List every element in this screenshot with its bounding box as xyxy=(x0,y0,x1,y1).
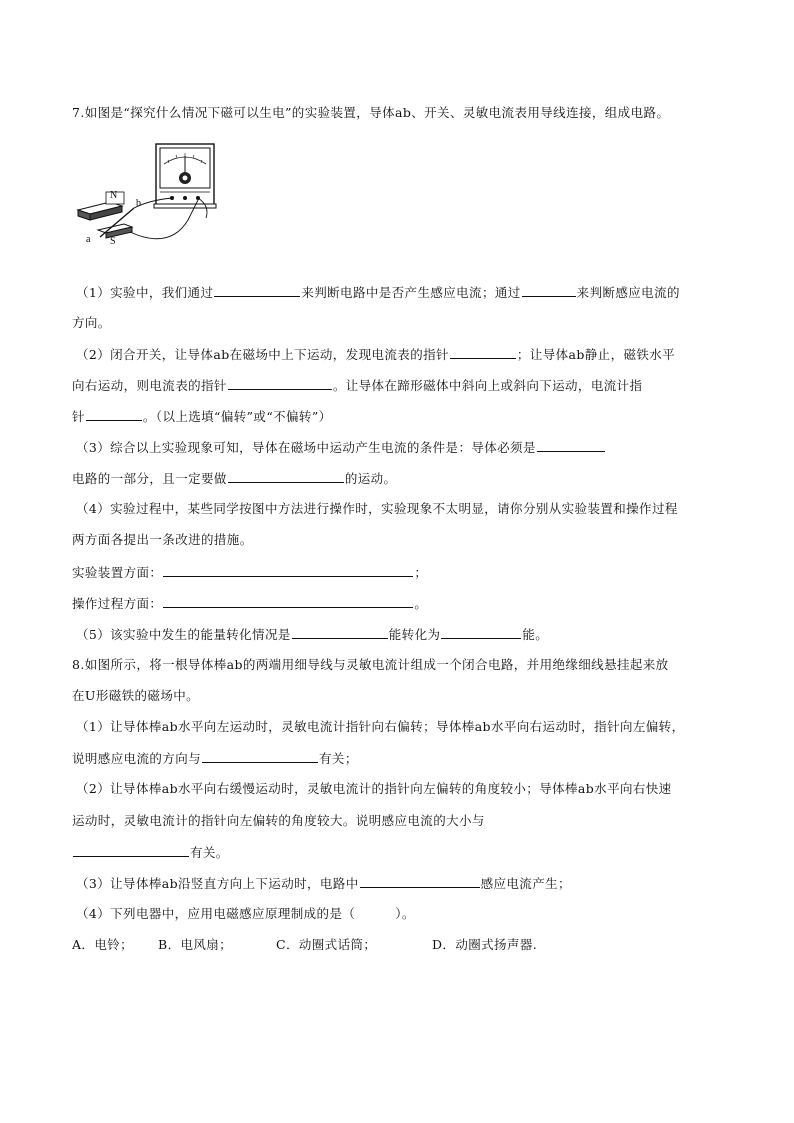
q7-part3-line1: （3）综合以上实验现象可知，导体在磁场中运动产生电流的条件是：导体必须是 xyxy=(76,438,736,457)
answer-blank-8-1[interactable] xyxy=(202,749,318,763)
answer-blank-4-2[interactable] xyxy=(163,594,413,608)
q7-part5: （5）该实验中发生的能量转化情况是 能转化为 能。 xyxy=(76,627,549,642)
q8-part4: （4）下列电器中，应用电磁感应原理制成的是（ ）。 xyxy=(76,906,415,921)
option-c[interactable]: C．动圈式话筒； xyxy=(276,937,377,952)
q8-part2-line1: （2）让导体棒ab水平向右缓慢运动时，灵敏电流计的指针向左偏转的角度较小；导体棒ab水平向右快速 xyxy=(76,781,672,796)
q8-part2-line3: 有关。 xyxy=(72,843,732,862)
answer-blank-8-2[interactable] xyxy=(73,843,189,857)
q7-part2-line1: （2）闭合开关，让导体ab在磁场中上下运动，发现电流表的指针 ；让导体ab静止，磁铁水平 xyxy=(76,347,676,362)
answer-blank-2-2[interactable] xyxy=(228,376,332,390)
conductor-a-label: a xyxy=(86,234,91,245)
q8-part1-line1: （1）让导体棒ab水平向左运动时，灵敏电流计指针向右偏转；导体棒ab水平向右运动时，指针向左偏转， xyxy=(76,719,685,734)
q8-part1-line2: 说明感应电流的方向与 有关； xyxy=(72,751,358,766)
q7-part4-line2: 两方面各提出一条改进的措施。 xyxy=(72,532,253,547)
answer-blank-2-3[interactable] xyxy=(86,407,142,421)
q7-stem: 7.如图是“探究什么情况下磁可以生电”的实验装置，导体ab、开关、灵敏电流表用导线连接，组成电路。 xyxy=(72,105,670,120)
answer-blank-1-1[interactable] xyxy=(214,283,300,297)
answer-blank-3-2[interactable] xyxy=(228,469,344,483)
option-d[interactable]: D．动圈式扬声器. xyxy=(432,937,538,952)
answer-blank-2-1[interactable] xyxy=(450,345,516,359)
q8-stem-line1: 8.如图所示，将一根导体棒ab的两端用细导线与灵敏电流计组成一个闭合电路，并用绝缘细线悬挂起来放 xyxy=(72,657,669,672)
q7-part4-apparatus: 实验装置方面： ； xyxy=(72,565,428,580)
q7-part1-line1: （1）实验中，我们通过 来判断电路中是否产生感应电流；通过 来判断感应电流的 xyxy=(76,285,680,300)
answer-blank-5-2[interactable] xyxy=(441,625,521,639)
answer-blank-5-1[interactable] xyxy=(292,625,388,639)
option-a[interactable]: A．电铃； xyxy=(72,937,134,952)
q7-part1-line2: 方向。 xyxy=(72,315,111,330)
q8-part2-line2: 运动时，灵敏电流计的指针向左偏转的角度较大。说明感应电流的大小与 xyxy=(72,813,485,828)
experiment-apparatus-figure xyxy=(70,140,230,248)
answer-blank-1-2[interactable] xyxy=(522,283,576,297)
conductor-b-label: b xyxy=(136,198,141,209)
q8-part3: （3）让导体棒ab沿竖直方向上下运动时，电路中 感应电流产生； xyxy=(76,876,571,891)
q7-part4-line1: （4）实验过程中，某些同学按图中方法进行操作时，实验现象不太明显，请你分别从实验装置和操作过程 xyxy=(76,501,678,516)
answer-blank-3-1[interactable] xyxy=(537,438,605,452)
q7-part4-operation: 操作过程方面： 。 xyxy=(72,596,428,611)
q7-part3-line2: 电路的一部分，且一定要做 的运动。 xyxy=(72,471,397,486)
q8-stem-line2: 在U形磁铁的磁场中。 xyxy=(72,688,200,703)
answer-blank-4-1[interactable] xyxy=(163,563,413,577)
q7-part2-line2: 向右运动，则电流表的指针 。让导体在蹄形磁体中斜向上或斜向下运动，电流计指 xyxy=(72,378,643,393)
q7-part2-line3: 针 。（以上选填“偏转”或“不偏转”） xyxy=(72,409,332,424)
option-b[interactable]: B．电风扇； xyxy=(158,937,233,952)
q8-options xyxy=(72,936,732,954)
magnet-n-label: N xyxy=(110,190,118,201)
magnet-s-label: S xyxy=(110,236,116,247)
answer-blank-8-3[interactable] xyxy=(360,874,480,888)
